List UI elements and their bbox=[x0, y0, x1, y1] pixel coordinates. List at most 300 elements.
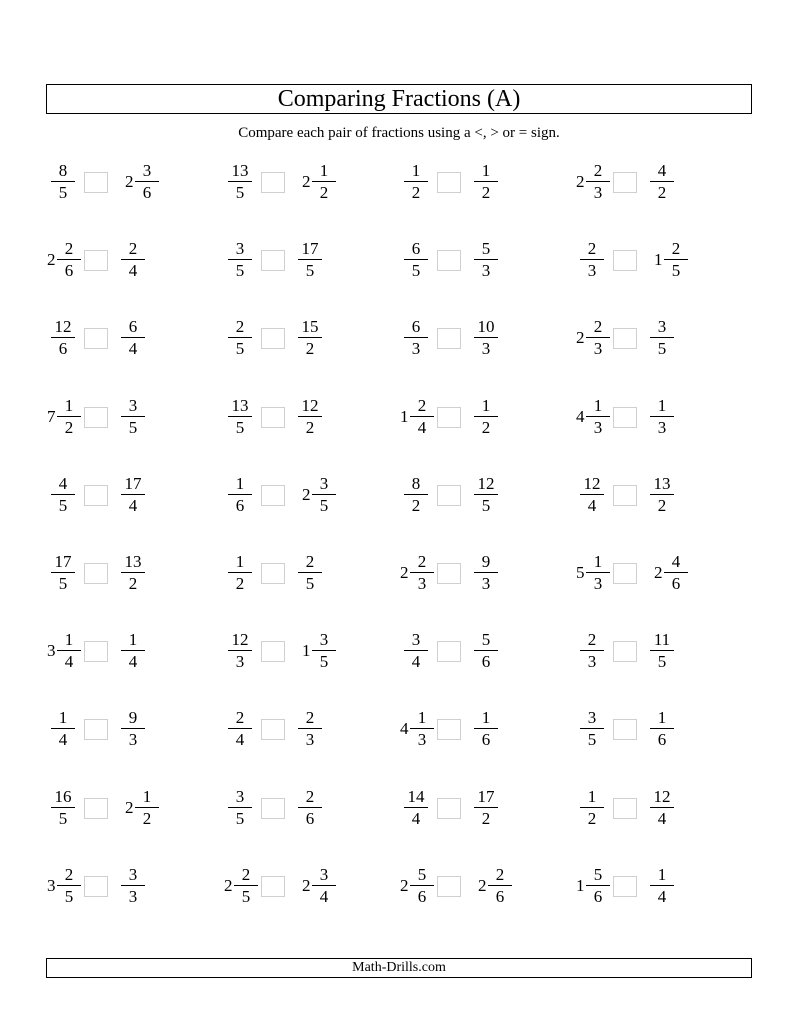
answer-box[interactable] bbox=[613, 798, 637, 819]
denominator: 2 bbox=[411, 183, 421, 202]
fraction bbox=[576, 238, 608, 281]
answer-box[interactable] bbox=[437, 641, 461, 662]
numerator: 2 bbox=[593, 161, 603, 180]
fraction bbox=[308, 473, 340, 516]
numerator: 13 bbox=[124, 552, 142, 571]
comparison-problem bbox=[222, 778, 372, 838]
numerator: 1 bbox=[142, 786, 152, 806]
denominator: 3 bbox=[593, 183, 603, 202]
denominator: 6 bbox=[481, 730, 491, 750]
whole-number: 2 bbox=[400, 563, 409, 582]
fraction bbox=[576, 473, 608, 516]
comparison-problem bbox=[222, 621, 372, 681]
denominator: 2 bbox=[411, 495, 421, 515]
comparison-problem bbox=[574, 699, 724, 759]
denominator: 6 bbox=[142, 183, 152, 202]
fraction bbox=[224, 707, 256, 750]
denominator: 2 bbox=[235, 574, 245, 593]
comparison-problem bbox=[398, 152, 548, 212]
fraction bbox=[308, 629, 340, 672]
numerator: 1 bbox=[481, 395, 491, 415]
answer-box[interactable] bbox=[437, 328, 461, 349]
comparison-problem bbox=[574, 621, 724, 681]
comparison-problem bbox=[222, 465, 372, 525]
comparison-problem bbox=[222, 152, 372, 212]
denominator: 5 bbox=[481, 495, 491, 515]
numerator: 3 bbox=[235, 239, 245, 259]
denominator: 2 bbox=[481, 808, 491, 828]
answer-box[interactable] bbox=[613, 719, 637, 740]
fraction bbox=[660, 238, 692, 281]
whole-number: 2 bbox=[47, 250, 56, 270]
worksheet-title: Comparing Fractions (A) bbox=[46, 84, 752, 114]
fraction bbox=[582, 551, 614, 594]
comparison-problem bbox=[574, 152, 724, 212]
denominator: 2 bbox=[481, 183, 491, 202]
numerator: 14 bbox=[407, 786, 425, 806]
comparison-problem bbox=[222, 699, 372, 759]
comparison-problem bbox=[398, 308, 548, 368]
denominator: 2 bbox=[657, 183, 667, 202]
denominator: 4 bbox=[587, 495, 597, 515]
denominator: 3 bbox=[593, 339, 603, 359]
answer-box[interactable] bbox=[84, 172, 108, 193]
denominator: 5 bbox=[235, 339, 245, 359]
answer-box[interactable] bbox=[84, 563, 108, 584]
fraction bbox=[224, 551, 256, 594]
numerator: 13 bbox=[231, 395, 249, 415]
numerator: 12 bbox=[231, 630, 249, 650]
comparison-problem bbox=[398, 543, 548, 603]
denominator: 4 bbox=[128, 261, 138, 281]
numerator: 2 bbox=[417, 395, 427, 415]
answer-box[interactable] bbox=[261, 641, 285, 662]
whole-number: 4 bbox=[400, 719, 409, 739]
whole-number: 2 bbox=[302, 172, 311, 191]
numerator: 1 bbox=[657, 708, 667, 728]
comparison-problem bbox=[398, 387, 548, 447]
fraction bbox=[117, 864, 149, 907]
answer-box[interactable] bbox=[261, 172, 285, 193]
denominator: 5 bbox=[235, 808, 245, 828]
fraction bbox=[224, 238, 256, 281]
denominator: 2 bbox=[319, 183, 329, 202]
fraction bbox=[117, 395, 149, 438]
answer-box[interactable] bbox=[84, 485, 108, 506]
fraction bbox=[224, 629, 256, 672]
answer-box[interactable] bbox=[261, 798, 285, 819]
fraction bbox=[224, 316, 256, 359]
footer-source: Math-Drills.com bbox=[46, 958, 752, 978]
fraction bbox=[294, 551, 326, 594]
denominator: 3 bbox=[235, 652, 245, 672]
denominator: 5 bbox=[64, 886, 74, 906]
comparison-problem bbox=[574, 308, 724, 368]
denominator: 3 bbox=[128, 886, 138, 906]
fraction bbox=[646, 629, 678, 672]
denominator: 5 bbox=[587, 730, 597, 750]
answer-box[interactable] bbox=[437, 407, 461, 428]
answer-box[interactable] bbox=[613, 250, 637, 271]
denominator: 5 bbox=[235, 261, 245, 281]
comparison-problem bbox=[45, 543, 195, 603]
numerator: 1 bbox=[235, 473, 245, 493]
fraction bbox=[230, 864, 262, 907]
answer-box[interactable] bbox=[84, 876, 108, 897]
denominator: 5 bbox=[319, 495, 329, 515]
denominator: 5 bbox=[241, 886, 251, 906]
numerator: 2 bbox=[593, 317, 603, 337]
denominator: 6 bbox=[495, 886, 505, 906]
fraction bbox=[308, 160, 340, 203]
fraction bbox=[406, 707, 438, 750]
fraction bbox=[576, 707, 608, 750]
fraction bbox=[470, 473, 502, 516]
fraction bbox=[470, 395, 502, 438]
denominator: 5 bbox=[411, 261, 421, 281]
numerator: 6 bbox=[411, 239, 421, 259]
fraction bbox=[117, 238, 149, 281]
denominator: 3 bbox=[593, 574, 603, 593]
fraction bbox=[47, 786, 79, 829]
answer-box[interactable] bbox=[613, 641, 637, 662]
whole-number: 3 bbox=[47, 641, 56, 661]
denominator: 2 bbox=[64, 417, 74, 437]
fraction bbox=[294, 238, 326, 281]
numerator: 9 bbox=[128, 708, 138, 728]
numerator: 9 bbox=[481, 552, 491, 571]
denominator: 4 bbox=[417, 417, 427, 437]
denominator: 3 bbox=[587, 652, 597, 672]
denominator: 5 bbox=[305, 261, 315, 281]
numerator: 2 bbox=[128, 239, 138, 259]
comparison-problem bbox=[45, 856, 195, 916]
whole-number: 1 bbox=[400, 406, 409, 426]
fraction bbox=[400, 629, 432, 672]
whole-number: 2 bbox=[400, 875, 409, 895]
denominator: 6 bbox=[481, 652, 491, 672]
numerator: 1 bbox=[417, 708, 427, 728]
comparison-problem bbox=[222, 543, 372, 603]
denominator: 4 bbox=[411, 652, 421, 672]
numerator: 2 bbox=[235, 317, 245, 337]
numerator: 3 bbox=[319, 864, 329, 884]
denominator: 6 bbox=[593, 886, 603, 906]
whole-number: 1 bbox=[576, 875, 585, 895]
denominator: 2 bbox=[305, 339, 315, 359]
numerator: 12 bbox=[583, 473, 601, 493]
numerator: 3 bbox=[319, 473, 329, 493]
denominator: 3 bbox=[657, 417, 667, 437]
numerator: 17 bbox=[477, 786, 495, 806]
denominator: 5 bbox=[657, 652, 667, 672]
fraction bbox=[406, 395, 438, 438]
numerator: 3 bbox=[411, 630, 421, 650]
fraction bbox=[400, 160, 432, 203]
denominator: 3 bbox=[587, 261, 597, 281]
numerator: 8 bbox=[58, 161, 68, 180]
comparison-problem bbox=[222, 230, 372, 290]
fraction bbox=[308, 864, 340, 907]
comparison-problem bbox=[222, 856, 372, 916]
numerator: 1 bbox=[235, 552, 245, 571]
numerator: 2 bbox=[305, 786, 315, 806]
numerator: 4 bbox=[671, 552, 681, 571]
numerator: 2 bbox=[64, 239, 74, 259]
fraction bbox=[470, 629, 502, 672]
denominator: 5 bbox=[58, 495, 68, 515]
denominator: 2 bbox=[481, 417, 491, 437]
whole-number: 1 bbox=[654, 250, 663, 270]
comparison-problem bbox=[574, 856, 724, 916]
fraction bbox=[294, 786, 326, 829]
numerator: 17 bbox=[301, 239, 319, 259]
numerator: 2 bbox=[671, 239, 681, 259]
denominator: 6 bbox=[235, 495, 245, 515]
numerator: 2 bbox=[305, 552, 315, 571]
denominator: 5 bbox=[58, 183, 68, 202]
fraction bbox=[47, 160, 79, 203]
whole-number: 3 bbox=[47, 875, 56, 895]
numerator: 1 bbox=[657, 395, 667, 415]
denominator: 6 bbox=[64, 261, 74, 281]
numerator: 12 bbox=[477, 473, 495, 493]
numerator: 5 bbox=[481, 630, 491, 650]
denominator: 4 bbox=[64, 652, 74, 672]
numerator: 4 bbox=[657, 161, 667, 180]
comparison-problem bbox=[45, 699, 195, 759]
fraction bbox=[294, 395, 326, 438]
denominator: 4 bbox=[128, 652, 138, 672]
fraction bbox=[470, 707, 502, 750]
instructions-text: Compare each pair of fractions using a <, > or = sign. bbox=[238, 125, 560, 141]
denominator: 3 bbox=[481, 261, 491, 281]
denominator: 4 bbox=[411, 808, 421, 828]
numerator: 1 bbox=[587, 786, 597, 806]
denominator: 3 bbox=[411, 339, 421, 359]
fraction bbox=[400, 786, 432, 829]
answer-box[interactable] bbox=[437, 876, 461, 897]
numerator: 17 bbox=[54, 552, 72, 571]
comparison-problem bbox=[398, 230, 548, 290]
denominator: 3 bbox=[305, 730, 315, 750]
numerator: 12 bbox=[301, 395, 319, 415]
fraction bbox=[470, 238, 502, 281]
answer-box[interactable] bbox=[437, 250, 461, 271]
comparison-problem bbox=[45, 230, 195, 290]
numerator: 1 bbox=[657, 864, 667, 884]
fraction bbox=[400, 316, 432, 359]
answer-box[interactable] bbox=[613, 563, 637, 584]
answer-box[interactable] bbox=[261, 328, 285, 349]
numerator: 2 bbox=[587, 630, 597, 650]
fraction bbox=[224, 786, 256, 829]
numerator: 1 bbox=[58, 708, 68, 728]
comparison-problem bbox=[398, 856, 548, 916]
fraction bbox=[582, 864, 614, 907]
denominator: 2 bbox=[142, 808, 152, 828]
whole-number: 2 bbox=[576, 172, 585, 191]
fraction bbox=[660, 551, 692, 594]
whole-number: 2 bbox=[576, 328, 585, 348]
fraction bbox=[646, 395, 678, 438]
denominator: 4 bbox=[319, 886, 329, 906]
answer-box[interactable] bbox=[437, 798, 461, 819]
fraction bbox=[470, 551, 502, 594]
fraction bbox=[470, 316, 502, 359]
answer-box[interactable] bbox=[437, 172, 461, 193]
numerator: 1 bbox=[593, 395, 603, 415]
comparison-problem bbox=[574, 230, 724, 290]
fraction bbox=[117, 473, 149, 516]
fraction bbox=[117, 629, 149, 672]
numerator: 4 bbox=[58, 473, 68, 493]
fraction bbox=[646, 316, 678, 359]
fraction bbox=[47, 316, 79, 359]
fraction bbox=[646, 473, 678, 516]
whole-number: 4 bbox=[576, 406, 585, 426]
numerator: 12 bbox=[653, 786, 671, 806]
answer-box[interactable] bbox=[261, 876, 285, 897]
comparison-problem bbox=[398, 778, 548, 838]
whole-number: 2 bbox=[125, 797, 134, 817]
numerator: 13 bbox=[653, 473, 671, 493]
comparison-problem bbox=[45, 308, 195, 368]
whole-number: 2 bbox=[478, 875, 487, 895]
answer-box[interactable] bbox=[613, 407, 637, 428]
answer-box[interactable] bbox=[84, 641, 108, 662]
fraction bbox=[582, 316, 614, 359]
numerator: 3 bbox=[657, 317, 667, 337]
comparison-problem bbox=[45, 621, 195, 681]
numerator: 6 bbox=[128, 317, 138, 337]
numerator: 10 bbox=[477, 317, 495, 337]
denominator: 4 bbox=[657, 886, 667, 906]
denominator: 4 bbox=[657, 808, 667, 828]
fraction bbox=[117, 707, 149, 750]
numerator: 1 bbox=[319, 161, 329, 180]
numerator: 1 bbox=[128, 630, 138, 650]
whole-number: 2 bbox=[125, 172, 134, 191]
answer-box[interactable] bbox=[437, 485, 461, 506]
denominator: 5 bbox=[657, 339, 667, 359]
numerator: 6 bbox=[411, 317, 421, 337]
fraction bbox=[224, 160, 256, 203]
fraction bbox=[400, 473, 432, 516]
denominator: 5 bbox=[235, 183, 245, 202]
numerator: 5 bbox=[481, 239, 491, 259]
denominator: 2 bbox=[587, 808, 597, 828]
fraction bbox=[646, 786, 678, 829]
answer-box[interactable] bbox=[84, 719, 108, 740]
denominator: 6 bbox=[58, 339, 68, 359]
numerator: 1 bbox=[64, 630, 74, 650]
whole-number: 2 bbox=[302, 875, 311, 895]
answer-box[interactable] bbox=[613, 328, 637, 349]
answer-box[interactable] bbox=[261, 250, 285, 271]
answer-box[interactable] bbox=[613, 172, 637, 193]
numerator: 1 bbox=[64, 395, 74, 415]
denominator: 6 bbox=[657, 730, 667, 750]
fraction bbox=[131, 160, 163, 203]
numerator: 16 bbox=[54, 786, 72, 806]
numerator: 3 bbox=[142, 161, 152, 180]
denominator: 4 bbox=[235, 730, 245, 750]
whole-number: 1 bbox=[302, 641, 311, 661]
fraction bbox=[47, 473, 79, 516]
fraction bbox=[406, 864, 438, 907]
fraction bbox=[53, 864, 85, 907]
answer-box[interactable] bbox=[84, 798, 108, 819]
fraction bbox=[294, 707, 326, 750]
numerator: 13 bbox=[231, 161, 249, 180]
comparison-problem bbox=[574, 465, 724, 525]
denominator: 5 bbox=[58, 574, 68, 593]
answer-box[interactable] bbox=[84, 407, 108, 428]
comparison-problem bbox=[398, 699, 548, 759]
answer-box[interactable] bbox=[437, 719, 461, 740]
denominator: 4 bbox=[128, 495, 138, 515]
fraction bbox=[224, 473, 256, 516]
comparison-problem bbox=[574, 543, 724, 603]
numerator: 11 bbox=[653, 630, 671, 650]
numerator: 5 bbox=[593, 864, 603, 884]
answer-box[interactable] bbox=[261, 719, 285, 740]
answer-box[interactable] bbox=[437, 563, 461, 584]
denominator: 3 bbox=[593, 417, 603, 437]
numerator: 15 bbox=[301, 317, 319, 337]
comparison-problem bbox=[45, 152, 195, 212]
answer-box[interactable] bbox=[613, 876, 637, 897]
fraction bbox=[470, 160, 502, 203]
fraction bbox=[294, 316, 326, 359]
numerator: 2 bbox=[587, 239, 597, 259]
comparison-problem bbox=[45, 778, 195, 838]
whole-number: 7 bbox=[47, 406, 56, 426]
numerator: 2 bbox=[495, 864, 505, 884]
denominator: 4 bbox=[128, 339, 138, 359]
numerator: 1 bbox=[593, 552, 603, 571]
answer-box[interactable] bbox=[84, 328, 108, 349]
fraction bbox=[646, 160, 678, 203]
numerator: 3 bbox=[587, 708, 597, 728]
fraction bbox=[400, 238, 432, 281]
answer-box[interactable] bbox=[261, 485, 285, 506]
numerator: 2 bbox=[235, 708, 245, 728]
answer-box[interactable] bbox=[261, 407, 285, 428]
answer-box[interactable] bbox=[613, 485, 637, 506]
denominator: 5 bbox=[305, 574, 315, 593]
numerator: 3 bbox=[235, 786, 245, 806]
whole-number: 2 bbox=[224, 875, 233, 895]
denominator: 3 bbox=[417, 730, 427, 750]
denominator: 3 bbox=[417, 574, 427, 593]
denominator: 5 bbox=[128, 417, 138, 437]
numerator: 1 bbox=[481, 708, 491, 728]
comparison-problem bbox=[398, 621, 548, 681]
numerator: 2 bbox=[417, 552, 427, 571]
comparison-problem bbox=[574, 778, 724, 838]
denominator: 6 bbox=[305, 808, 315, 828]
answer-box[interactable] bbox=[261, 563, 285, 584]
fraction bbox=[484, 864, 516, 907]
answer-box[interactable] bbox=[84, 250, 108, 271]
comparison-problem bbox=[398, 465, 548, 525]
whole-number: 5 bbox=[576, 563, 585, 582]
numerator: 2 bbox=[241, 864, 251, 884]
numerator: 1 bbox=[411, 161, 421, 180]
denominator: 5 bbox=[671, 261, 681, 281]
